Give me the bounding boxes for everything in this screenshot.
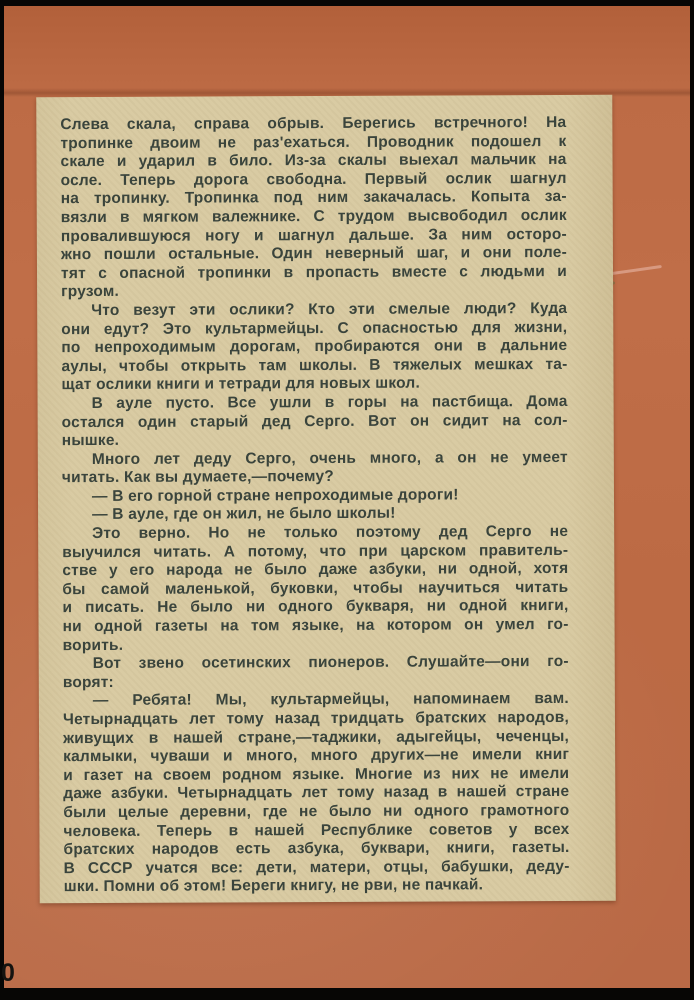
text-line: ворят: [62, 673, 114, 691]
text-line: калмыки, чуваши и много, много других—не имели книг [63, 746, 570, 766]
page-number: 0 [1, 959, 15, 987]
text-line: по непроходимым дорогам, пробираются они в дальние [61, 337, 568, 357]
text-line: даже азбуки. Четырнадцать лет тому назад в нашей стране [63, 783, 570, 803]
text-line: грузом. [61, 283, 120, 301]
text-line: осле. Теперь дорога свободна. Первый ослик шагнул [60, 169, 567, 189]
text-line: и газет на своем родном языке. Многие из них не имели [63, 764, 570, 784]
text-line: — В ауле, где он жил, не было школы! [92, 505, 396, 524]
text-line: жно пошли остальные. Один неверный шаг, и они поле- [60, 244, 567, 264]
text-line: на тропинку. Тропинка под ним закачалась. Копыта за- [60, 188, 567, 208]
text-line: Что везут эти ослики? Кто эти смелые люди? Куда [91, 299, 568, 319]
text-line: — В его горной стране непроходимые дороги! [91, 486, 459, 505]
text-line: — Ребята! Мы, культармейцы, напоминаем вам. [92, 690, 569, 710]
text-line: Вот звено осетинских пионеров. Слушайте—они го- [92, 653, 569, 673]
text-line: Много лет деду Серго, очень много, а он не умеет [91, 448, 568, 468]
text-line: Это верно. Но не только поэтому дед Серго не [92, 523, 569, 543]
text-line: Слева скала, справа обрыв. Берегись встречного! На [60, 113, 567, 134]
text-line: остался один старый дед Серго. Вот он сидит на сол- [61, 411, 568, 431]
text-line: скале и ударил в било. Из-за скалы выехал мальчик на [60, 151, 567, 171]
book-cover-background [1, 6, 690, 988]
text-line: они едут? Это культармейцы. С опасностью для жизни, [61, 318, 568, 338]
text-line: читать. Как вы думаете,—почему? [61, 468, 334, 487]
text-line: аулы, чтобы открыть там школы. В тяжелых мешках та- [61, 355, 568, 375]
text-line: щат ослики книги и тетради для новых школ. [61, 374, 420, 394]
text-line: ни одной газеты на том языке, на котором он умел го- [62, 615, 569, 636]
paragraph [63, 690, 570, 897]
text-line: бы самой маленькой, буковки, чтобы научиться читать [62, 578, 569, 598]
text-line: человека. Теперь в нашей Республике советов у всех [63, 820, 570, 840]
paragraph [62, 486, 568, 507]
text-line: тят с опасной тропинки в пропасть вместе с людьми и [60, 262, 568, 282]
text-line: были целые деревни, где не было ни одного грамотного [63, 801, 570, 822]
text-line: живущих в нашей стране,—таджики, адыгейцы, чеченцы, [63, 727, 570, 747]
text-line: провалившуюся ногу и шагнул дальше. За ним осторо- [60, 225, 567, 245]
text-line: Четырнадцать лет тому назад тридцать братских народов, [62, 708, 569, 729]
text-line: вязли в мягком валежнике. С трудом высвободил ослик [60, 206, 567, 227]
paragraph [63, 653, 569, 692]
text-line: и писать. Не было ни одного букваря, ни одной книги, [62, 597, 569, 617]
paragraph [62, 393, 568, 451]
text-line: стве у его народа не было даже азбуки, ни одной, хотя [62, 560, 569, 580]
text-block [36, 95, 616, 904]
paragraph [61, 300, 567, 395]
text-line: выучился читать. А потому, что при царском правитель- [62, 541, 569, 561]
text-line: В ауле пусто. Все ушли в горы на пастбища. Дома [91, 392, 568, 412]
text-line: ворить. [62, 636, 124, 654]
page-paper [36, 95, 616, 904]
paragraph [62, 523, 569, 655]
paragraph [60, 114, 567, 302]
text-line: В СССР учатся все: дети, матери, отцы, бабушки, деду- [63, 857, 570, 877]
text-line: тропинке двоим не раз'ехаться. Проводник подошел к [60, 132, 567, 152]
text-line: нышке. [61, 431, 120, 450]
text-line: шки. Помни об этом! Береги книгу, не рви, не пачкай. [63, 876, 484, 896]
paragraph [62, 504, 568, 525]
text-line: братских народов есть азбука, буквари, книги, газеты. [63, 839, 570, 859]
paragraph [62, 449, 568, 488]
